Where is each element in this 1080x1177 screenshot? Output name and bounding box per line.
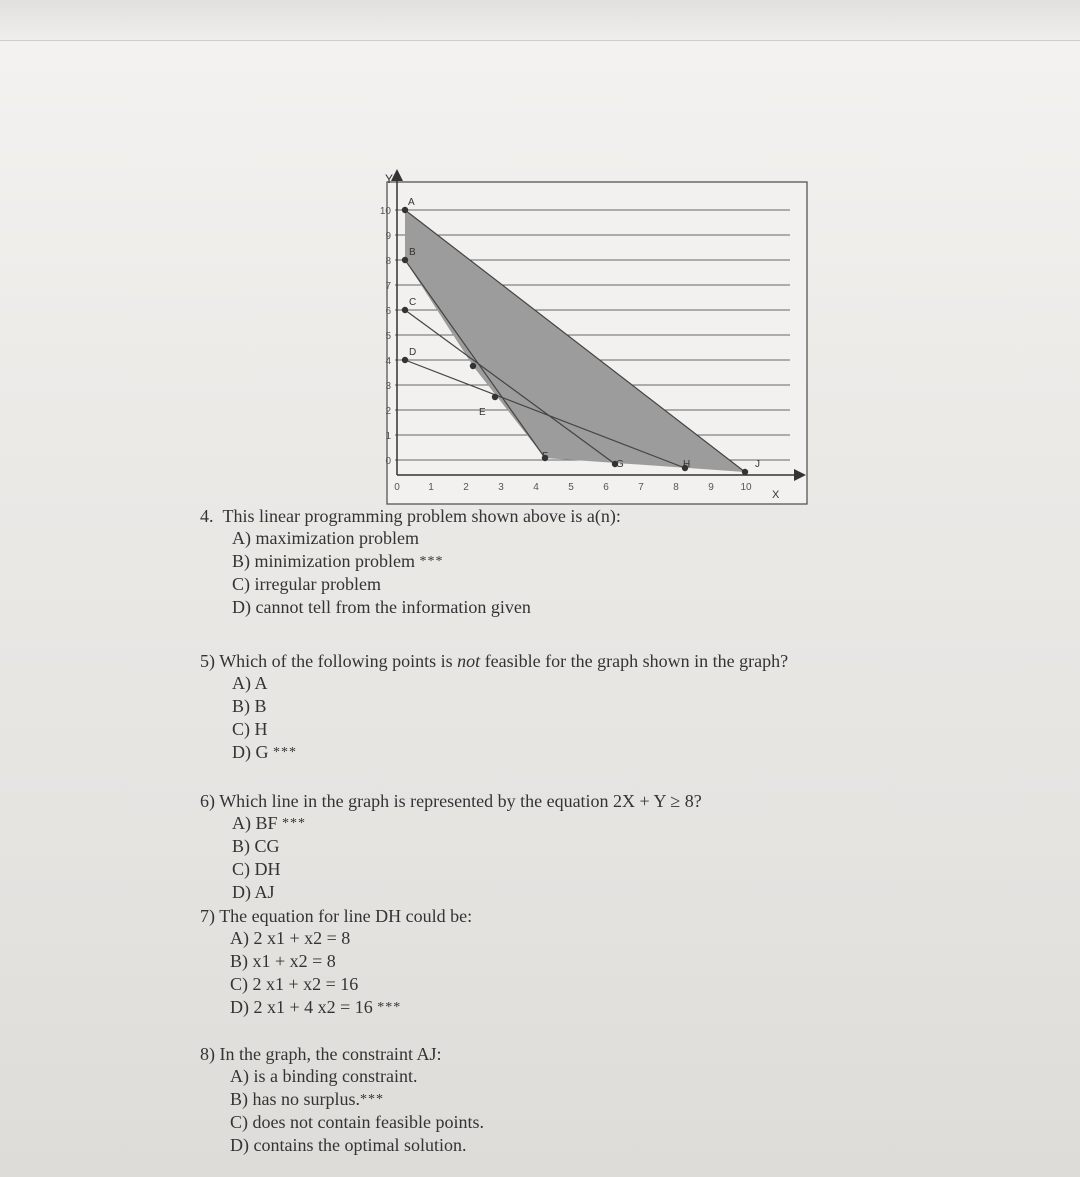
question-6-option-c: C) DH xyxy=(232,859,281,879)
point-b-marker xyxy=(402,257,408,263)
y-tick-label: 10 xyxy=(379,206,391,217)
point-label-c: C xyxy=(409,297,417,308)
answer-mark: *** xyxy=(377,1000,402,1015)
point-c-marker xyxy=(402,307,408,313)
answer-mark: *** xyxy=(273,745,297,760)
question-number: 6) xyxy=(200,791,215,811)
x-tick-label: 5 xyxy=(568,482,574,493)
y-tick-label: 9 xyxy=(385,231,391,242)
question-7-option-c: C) 2 x1 + x2 = 16 xyxy=(230,974,359,994)
question-7-option-a: A) 2 x1 + x2 = 8 xyxy=(230,928,351,948)
question-5-stem: 5) Which of the following points is not feasible for the graph shown in the graph? xyxy=(200,651,789,671)
question-7-option-d: D) 2 x1 + 4 x2 = 16 *** xyxy=(230,997,402,1017)
question-4-option-a: A) maximization problem xyxy=(232,528,419,548)
x-tick-label: 9 xyxy=(708,482,714,493)
y-tick-label: 7 xyxy=(385,281,391,292)
x-tick-label: 4 xyxy=(533,482,539,493)
x-tick-label: 7 xyxy=(638,482,644,493)
x-tick-label: 3 xyxy=(498,482,504,493)
point-j-marker xyxy=(742,469,748,475)
point-label-f: F xyxy=(542,451,549,462)
question-number: 5) xyxy=(200,651,215,671)
question-7-stem xyxy=(200,905,472,927)
x-tick-label: 8 xyxy=(673,482,679,493)
question-8-option-b: B) has no surplus.*** xyxy=(230,1089,384,1109)
answer-mark: *** xyxy=(419,554,444,569)
question-8-option-d: D) contains the optimal solution. xyxy=(230,1135,467,1155)
question-6-option-a: A) BF *** xyxy=(232,813,307,833)
question-8-option-a: A) is a binding constraint. xyxy=(230,1066,418,1086)
question-5-option-a: A) A xyxy=(232,673,268,693)
point-e-marker xyxy=(492,394,498,400)
point-label-g: G xyxy=(616,459,624,470)
point-label-e: E xyxy=(479,407,486,418)
lp-graph xyxy=(360,165,820,510)
question-4-option-b: B) minimization problem *** xyxy=(232,551,444,571)
question-8-stem xyxy=(200,1043,484,1065)
point-label-h: H xyxy=(683,459,691,470)
y-tick-label: 2 xyxy=(385,406,391,417)
point-label-a: A xyxy=(408,197,415,208)
question-6-option-b: B) CG xyxy=(232,836,280,856)
answer-mark: *** xyxy=(360,1092,384,1107)
answer-mark: *** xyxy=(282,816,307,831)
question-number: 8) xyxy=(200,1044,215,1064)
question-5 xyxy=(200,650,788,764)
question-4-option-c: C) irregular problem xyxy=(232,574,381,594)
question-8 xyxy=(200,1043,484,1157)
point-label-d: D xyxy=(409,347,417,358)
x-tick-label: 1 xyxy=(428,482,434,493)
y-axis-label: Y xyxy=(385,172,394,186)
y-tick-label: 3 xyxy=(385,381,391,392)
screen-top-edge xyxy=(0,0,1080,41)
question-8-option-c: C) does not contain feasible points. xyxy=(230,1112,484,1132)
x-tick-label: 2 xyxy=(463,482,469,493)
question-7 xyxy=(200,905,472,1019)
point-label-b: B xyxy=(409,247,416,258)
question-text: This linear programming problem shown above is a(n): xyxy=(222,506,621,526)
y-tick-label: 5 xyxy=(385,331,391,342)
question-4-option-d: D) cannot tell from the information given xyxy=(232,597,531,617)
question-number: 4. xyxy=(200,506,214,526)
x-axis-label: X xyxy=(772,489,780,501)
question-text: In the graph, the constraint AJ: xyxy=(219,1044,442,1064)
y-tick-label: 0 xyxy=(385,456,391,467)
y-tick-label: 4 xyxy=(385,356,391,367)
question-7-option-b: B) x1 + x2 = 8 xyxy=(230,951,336,971)
x-tick-label: 10 xyxy=(740,482,752,493)
x-tick-label: 6 xyxy=(603,482,609,493)
point-label-j: J xyxy=(755,459,760,470)
question-5-option-c: C) H xyxy=(232,719,268,739)
question-number: 7) xyxy=(200,906,215,926)
question-text: The equation for line DH could be: xyxy=(219,906,473,926)
question-5-option-d: D) G *** xyxy=(232,742,297,762)
point-intersection-marker xyxy=(470,363,476,369)
question-4-stem xyxy=(200,505,621,527)
question-text: Which line in the graph is represented by the equation 2X + Y ≥ 8? xyxy=(219,791,702,811)
question-4 xyxy=(200,505,621,619)
x-tick-label: 0 xyxy=(394,482,400,493)
question-5-option-b: B) B xyxy=(232,696,267,716)
question-6 xyxy=(200,790,702,904)
question-6-option-d: D) AJ xyxy=(232,882,275,902)
y-tick-label: 6 xyxy=(385,306,391,317)
y-tick-label: 8 xyxy=(385,256,391,267)
point-d-marker xyxy=(402,357,408,363)
question-6-stem xyxy=(200,790,702,812)
y-tick-label: 1 xyxy=(385,431,391,442)
